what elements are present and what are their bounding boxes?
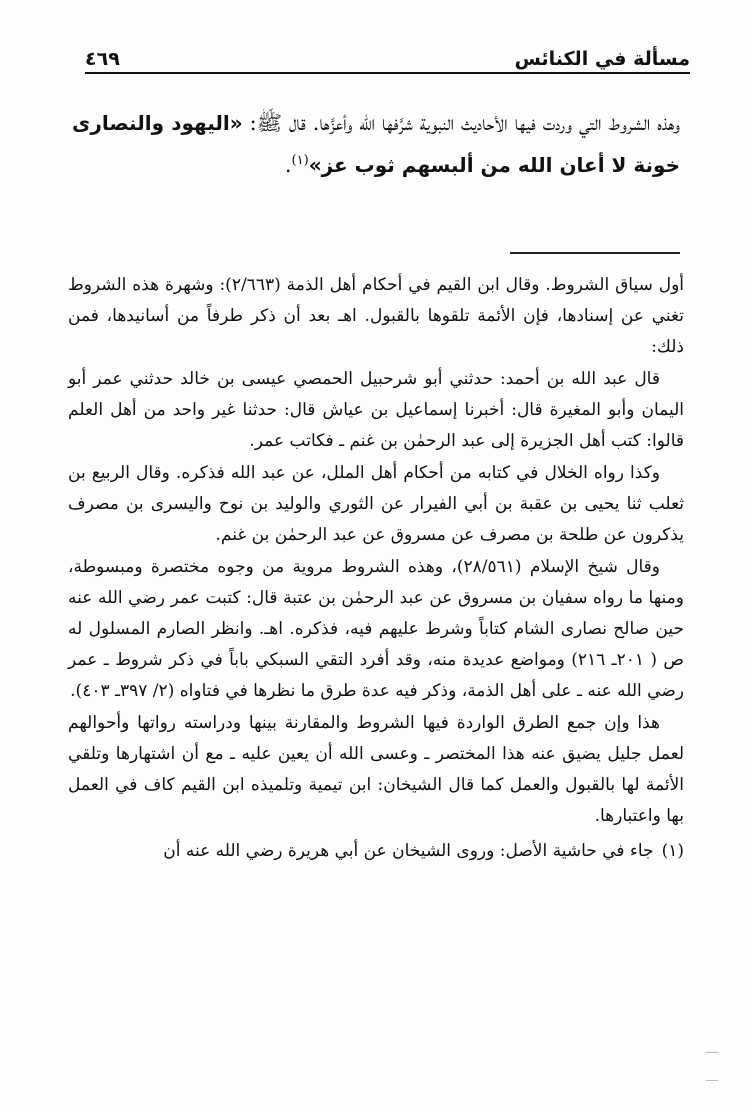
main-intro-text: وهذه الشروط التي وردت فيها الأحاديث النبوية شرَّفها الله وأعزَّها. قال ﷺ: — [242, 111, 680, 135]
footnote-paragraph: قال عبد الله بن أحمد: حدثني أبو شرحبيل الحمصي عيسى بن خالد حدثني عمر أبو اليمان وأبو المغيرة قال: أخبرنا إسماعيل بن عياش قال: حدثنا غير واحد من أهل العلم قالوا: كتب أهل الجزيرة إلى عبد الرحمٰن بن غنم ـ فكاتب عمر. — [68, 369, 684, 451]
footnotes-block — [68, 270, 684, 867]
page-number: ٤٦٩ — [85, 48, 120, 70]
margin-mark — [706, 1080, 718, 1081]
margin-mark — [706, 1052, 718, 1053]
footnote-separator — [510, 252, 680, 254]
footnote-paragraph: وكذا رواه الخلال في كتابه من أحكام أهل الملل، عن عبد الله فذكره. وقال الربيع بن ثعلب ثنا يحيى بن عقبة بن أبي الفيرار عن الثوري والوليد بن نوح واليسرى بن مصرف يذكرون عن طلحة بن مصرف عن مسروق عن عبد الرحمٰن بن غنم. — [68, 463, 684, 545]
main-paragraph — [72, 104, 680, 184]
footnote-paragraph: هذا وإن جمع الطرق الواردة فيها الشروط والمقارنة بينها ودراسته رواتها وأحوالهم لعمل جليل يضيق عنه هذا المختصر ـ وعسى الله أن يعين عليه ـ مع أن اشتهارها وتلقي الأئمة لها بالقبول والعمل كما قال الشيخان: ابن تيمية وتلميذه ابن القيم كاف في العمل بها واعتبارها. — [68, 713, 684, 826]
header-rule — [85, 72, 690, 74]
footnote-one — [68, 836, 684, 867]
footnote-one-text: جاء في حاشية الأصل: وروى الشيخان عن أبي هريرة رضي الله عنه أن — [163, 841, 654, 861]
running-head-title: مسألة في الكنائس — [514, 48, 690, 70]
footnote-one-marker: (١) — [661, 841, 684, 861]
running-head — [85, 30, 690, 70]
footnote-paragraph: أول سياق الشروط. وقال ابن القيم في أحكام أهل الذمة (٢/٦٦٣): وشهرة هذه الشروط تغني عن إسنادها، فإن الأئمة تلقوها بالقبول. اهـ بعد أن ذكر طرفاً من أسانيدها، فمن ذلك: — [68, 275, 685, 357]
footnote-paragraph: وقال شيخ الإسلام (٢٨/٥٦١)، وهذه الشروط مروية من وجوه مختصرة ومبسوطة، ومنها ما رواه سفيان بن مسروق عن عبد الرحمٰن بن عتبة قال: كتبت عمر رضي الله عنه حين صالح نصارى الشام كتاباً وشرط عليهم فيه، فذكره. اهـ. وانظر الصارم المسلول له ص ( ٢٠١ـ ٢١٦) ومواضع عديدة منه، وقد أفرد التقي السبكي باباً في ذكر شروط ـ عمر رضي الله عنه ـ على أهل الذمة، وذكر فيه عدة طرق ما نظرها في فتاواه (٢/ ٣٩٧ـ ٤٠٣). — [68, 557, 684, 701]
hadith-quote: «اليهود والنصارى خونة لا أعان الله من ألبسهم ثوب عز» — [72, 111, 680, 177]
main-end-punct: . — [284, 153, 292, 177]
footnote-reference[interactable]: (١) — [291, 153, 309, 168]
